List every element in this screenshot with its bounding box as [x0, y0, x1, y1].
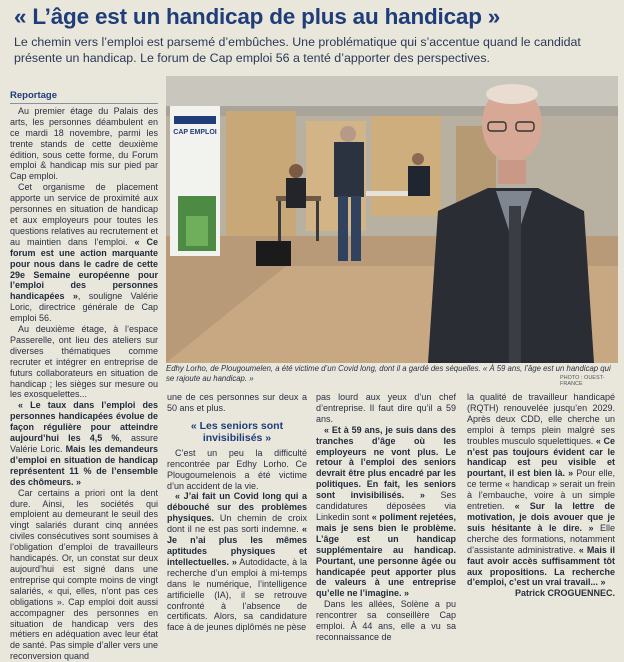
- photo-credit: PHOTO : OUEST-FRANCE: [560, 375, 605, 387]
- paragraph: Dans les allées, Solène a pu rencontrer sa conseillère Cap emploi. À 44 ans, elle a vu sa reconnaissance de: [316, 599, 456, 642]
- paragraph: pas lourd aux yeux d’un chef d’entreprise. Il faut dire qu’il a 59 ans.: [316, 392, 456, 424]
- article-column-2: [167, 392, 307, 633]
- paragraph: la qualité de travailleur handicapé (RQTH) renouvelée jusqu’en 2029. Après deux CDD, elle cherche un emploi à temps plein malgré ses troubles musculo squelettiques. « Ce n’est pas toujours évident car le handicap est peu visible et pourtant, il est bien là. » Pour elle, ce terme « handicap » serait un frein à l’embauche, voire à un simple entretien. « Sur la lettre de motivation, je dois avouer que je suis hésitante à le dire. » Elle cherche des formations, notamment d’assistante administrative. « Mais il faut avoir accès suffisamment tôt aux propositions. La recherche d’emploi, c’est un vrai travail... »: [467, 392, 616, 588]
- article-column-1: [10, 90, 159, 662]
- author-signature: Patrick CROGUENNEC.: [514, 588, 615, 599]
- section-rubric: Reportage: [10, 91, 158, 104]
- paragraph: « J’ai fait un Covid long qui a débouché sur des problèmes physiques. Un chemin de croix dont il ne est pas sorti indemne. « Je n’ai plus les mêmes aptitudes physiques et intellectuelles. » Autodidacte, à la recherche d’un emploi à mi-temps dans le numérique, l’intelligence artificielle (IA), il se retrouve confronté à l’absence de certificats. Alors, sa candidature face à de jeunes diplômés ne pèse: [167, 491, 307, 633]
- paragraph: Car certains a priori ont la dent dure. Ainsi, les sociétés qui emploient au demeurant le seuil des vingt salariés durant cinq années civiles consécutives sont soumises à l’obligation d’emploi de travailleurs handicapés. Or, un constat sur deux aujourd’hui est signé dans une entreprise qui compte moins de vingt salariés, « qui, elles, n’ont pas ces obligations ». Cap emploi doit aussi accompagner des personnes en situation de handicap vers des métiers en adéquation avec leur état de santé. Pas simple d’aller vers une reconversion quand: [10, 487, 158, 662]
- paragraph: une de ces personnes sur deux a 50 ans et plus.: [167, 392, 307, 413]
- paragraph: « Et à 59 ans, je suis dans des tranches d’âge où les employeurs ne vont plus. Le retour à l’emploi des seniors devrait être plus encadré par les politiques. En fait, les seniors sont invisibilisés. » Ses candidatures déposées via Linkedin sont « poliment rejetées, mais je sens bien le problème. L’âge est un handicap supplémentaire au handicap. Pourtant, une personne âgée ou handicapée peut apporter plus de valeurs à une entreprise qu’elle ne l’imagine. »: [316, 424, 457, 599]
- article-photo: [166, 76, 618, 363]
- paragraph: Au deuxième étage, à l’espace Passerelle, ont lieu des ateliers sur diverses thématiques comme recruter et intégrer en entreprise de futurs collaborateurs en situation de handicap ; les sièges sur mesure ou les exosquelettes...: [10, 324, 158, 400]
- svg-text:CAP EMPLOI: CAP EMPLOI: [173, 129, 217, 136]
- article-headline: « L’âge est un handicap de plus au handicap »: [14, 4, 501, 29]
- paragraph: Au premier étage du Palais des arts, les personnes déambulent en ce mardi 18 novembre, parmi les trente stands de cette deuxième édition, sous cette forme, du Forum emploi & handicap mis sur pied par Cap emploi.: [10, 105, 158, 182]
- cap-emploi-banner: [170, 106, 220, 256]
- article-lead: Le chemin vers l’emploi est parsemé d’embûches. Une problématique qui s’accentue quand le candidat présente un handicap. Le forum de Cap emploi 56 a tenté d’apporter des perspectives.: [14, 35, 581, 65]
- paragraph: Cet organisme de placement apporte un service de proximité aux personnes en situation de handicap et aux employeurs pour toutes les questions relatives au recrutement et au maintien dans l’emploi. « Ce forum est une action marquante pour nous dans le cadre de cette 29e Semaine européenne pour l’emploi des personnes handicapées », souligne Valérie Loric, directrice générale de Cap emploi 56.: [10, 182, 159, 324]
- article-column-3: [316, 392, 457, 642]
- photo-caption: Edhy Lorho, de Plougoumelen, a été victime d’un Covid long, dont il a gardé des séquelles. « À 59 ans, l’âge est un handicap qui se rajoute au handicap. »: [166, 364, 611, 383]
- article-column-4: [467, 392, 616, 599]
- paragraph: C’est un peu la difficulté rencontrée par Edhy Lorho. Ce Plougoumelenois a été victime d’un accident de la vie.: [167, 447, 307, 491]
- section-subhead: « Les seniors sont invisibilisés »: [190, 419, 284, 444]
- paragraph: « Le taux dans l’emploi des personnes handicapées évolue de façon régulière pour atteindre aujourd’hui les 4,5 %, assure Valérie Loric. Mais les demandeurs d’emploi en situation de handicap représentent 11 % de l’ensemble des chômeurs. »: [10, 400, 159, 487]
